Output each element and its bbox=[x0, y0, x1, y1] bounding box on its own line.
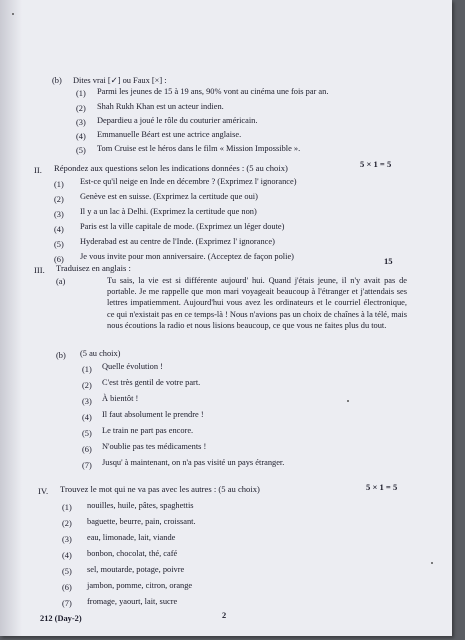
section-ii-number: II. bbox=[34, 165, 42, 175]
section-ii-marks: 5 × 1 = 5 bbox=[360, 159, 392, 169]
list-item-number: (2) bbox=[54, 195, 64, 204]
scan-speck bbox=[12, 13, 14, 15]
section-iv-number: IV. bbox=[38, 486, 49, 496]
section-iv-marks: 5 × 1 = 5 bbox=[366, 482, 398, 492]
list-item-number: (6) bbox=[82, 445, 92, 454]
list-item-number: (2) bbox=[76, 104, 86, 113]
list-item-number: (5) bbox=[62, 567, 72, 576]
list-item: Je vous invite pour mon anniversaire. (Acceptez de façon polie) bbox=[80, 252, 294, 261]
list-item-number: (3) bbox=[54, 210, 64, 219]
list-item: Il faut absolument le prendre ! bbox=[102, 410, 204, 419]
list-item-number: (5) bbox=[76, 146, 86, 155]
list-item: Est-ce qu'il neige en Inde en décembre ? (Exprimez l' ignorance) bbox=[80, 177, 297, 186]
list-item: nouilles, huile, pâtes, spaghettis bbox=[87, 501, 194, 510]
list-item-number: (4) bbox=[54, 225, 64, 234]
list-item: Il y a un lac à Delhi. (Exprimez la certitude que non) bbox=[80, 207, 257, 216]
list-item-number: (7) bbox=[62, 599, 72, 608]
list-item-number: (4) bbox=[62, 551, 72, 560]
list-item: Hyderabad est au centre de l'Inde. (Exprimez l' ignorance) bbox=[80, 237, 275, 246]
section-iii-marks: 15 bbox=[384, 256, 393, 266]
list-item: Jusqu' à maintenant, on n'a pas visité un pays étranger. bbox=[102, 458, 285, 467]
list-item: Emmanuelle Béart est une actrice anglaise. bbox=[97, 130, 242, 139]
scan-speck bbox=[431, 562, 433, 564]
list-item: Parmi les jeunes de 15 à 19 ans, 90% vont au cinéma une fois par an. bbox=[97, 87, 329, 96]
list-item: baguette, beurre, pain, croissant. bbox=[87, 517, 196, 526]
page-number: 2 bbox=[222, 611, 227, 620]
list-item: jambon, pomme, citron, orange bbox=[87, 581, 193, 590]
list-item: À bientôt ! bbox=[102, 394, 139, 403]
list-item-number: (4) bbox=[82, 413, 92, 422]
list-item: fromage, yaourt, lait, sucre bbox=[87, 597, 178, 606]
list-item-number: (5) bbox=[54, 240, 64, 249]
list-item: Quelle évolution ! bbox=[102, 362, 163, 371]
list-item-number: (1) bbox=[82, 365, 92, 374]
list-item: Depardieu a joué le rôle du couturier américain. bbox=[97, 116, 258, 125]
part-b-label: (b) bbox=[52, 76, 62, 85]
list-item-number: (4) bbox=[76, 132, 86, 141]
paper-code: 212 (Day-2) bbox=[40, 614, 82, 623]
list-item-number: (2) bbox=[62, 519, 72, 528]
list-item: C'est très gentil de votre part. bbox=[102, 378, 201, 387]
part-b-instruction: Dites vrai [✓] ou Faux [×] : bbox=[73, 76, 167, 85]
section-iii-number: III. bbox=[34, 265, 45, 275]
section-iii-title: Traduisez en anglais : bbox=[56, 263, 131, 273]
list-item-number: (2) bbox=[82, 381, 92, 390]
list-item-number: (6) bbox=[62, 583, 72, 592]
list-item: Le train ne part pas encore. bbox=[102, 426, 194, 435]
list-item-number: (1) bbox=[62, 503, 72, 512]
list-item-number: (7) bbox=[82, 461, 92, 470]
part-b-label: (b) bbox=[56, 351, 66, 360]
list-item: Tom Cruise est le héros dans le film « Mission Impossible ». bbox=[97, 144, 301, 153]
list-item-number: (3) bbox=[76, 118, 86, 127]
list-item: eau, limonade, lait, viande bbox=[87, 533, 176, 542]
list-item: Shah Rukh Khan est un acteur indien. bbox=[97, 102, 224, 111]
page-edge-shadow bbox=[0, 0, 22, 636]
part-a-label: (a) bbox=[56, 277, 66, 286]
list-item-number: (1) bbox=[54, 180, 64, 189]
list-item: bonbon, chocolat, thé, café bbox=[87, 549, 178, 558]
section-ii-title: Répondez aux questions selon les indications données : (5 au choix) bbox=[54, 163, 288, 173]
list-item-number: (6) bbox=[54, 255, 64, 264]
part-b-instruction: (5 au choix) bbox=[80, 349, 121, 358]
list-item: N'oublie pas tes médicaments ! bbox=[102, 442, 207, 451]
translation-paragraph: Tu sais, la vie est si différente aujourd' hui. Quand j'étais jeune, il n'y avait pas de portable. Je me rappelle que mon mari voyageait beaucoup à l'étranger et j'attendais ses lettres impatiemment. Aujourd'hui vous avez les ordinateurs et le courriel électronique, ce qui n'existait pas en ce temps-là ! Nous n'avions pas un choix de chaînes à la télé, mais nous écoutions la radio et nous lisions beaucoup, ce que vous ne faites plus du tout. bbox=[107, 276, 408, 330]
scan-speck bbox=[347, 400, 349, 402]
section-iv-title: Trouvez le mot qui ne va pas avec les autres : (5 au choix) bbox=[60, 484, 260, 494]
list-item-number: (3) bbox=[82, 397, 92, 406]
list-item: Paris est la ville capitale de mode. (Exprimez un léger doute) bbox=[80, 222, 285, 231]
list-item: Genève est en suisse. (Exprimez la certitude que oui) bbox=[80, 192, 258, 201]
list-item-number: (5) bbox=[82, 429, 92, 438]
list-item: sel, moutarde, potage, poivre bbox=[87, 565, 185, 574]
list-item-number: (1) bbox=[76, 89, 86, 98]
list-item-number: (3) bbox=[62, 535, 72, 544]
